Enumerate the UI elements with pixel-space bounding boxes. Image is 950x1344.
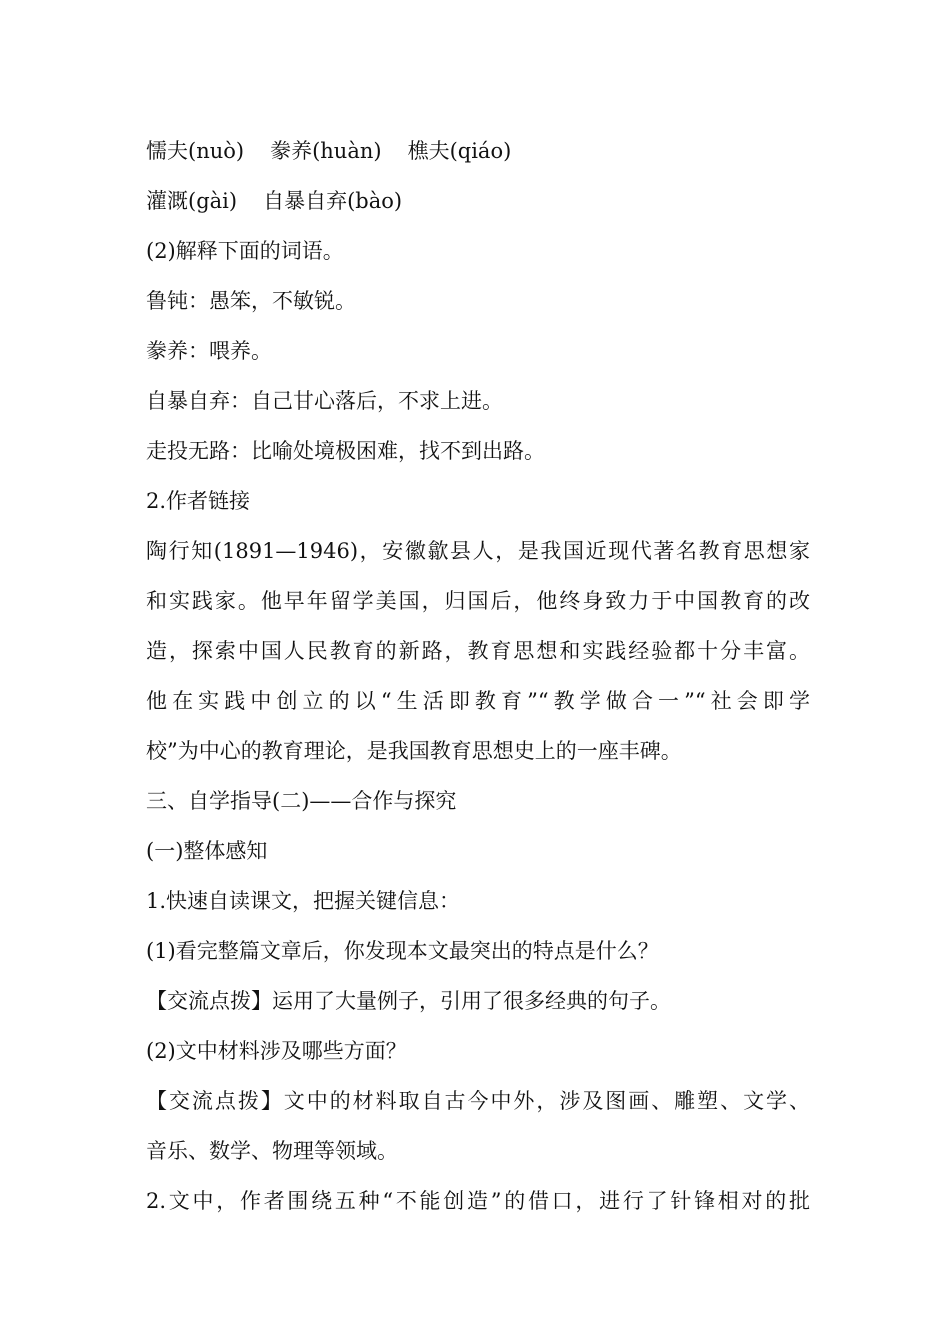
question-line: (2)文中材料涉及哪些方面？ (146, 1039, 407, 1063)
pronunciation-row (146, 126, 810, 176)
subheading-explain-words: (2)解释下面的词语。 (146, 239, 344, 263)
pronunciation-item: 豢养(huàn) (270, 139, 382, 163)
question-line: 2.文中，作者围绕五种“不能创造”的借口，进行了针锋相对的批 (146, 1189, 810, 1213)
subsection-heading: (一)整体感知 (146, 839, 268, 863)
paragraph-line: 和实践家。他早年留学美国，归国后，他终身致力于中国教育的改 (146, 589, 810, 613)
answer-line: 【交流点拨】文中的材料取自古今中外，涉及图画、雕塑、文学、 (146, 1089, 810, 1113)
answer-line: 音乐、数学、物理等领域。 (146, 1139, 398, 1163)
definition-line: 走投无路：比喻处境极困难，找不到出路。 (146, 439, 545, 463)
answer-line: 【交流点拨】运用了大量例子，引用了很多经典的句子。 (146, 989, 671, 1013)
pronunciation-row (146, 176, 810, 226)
definition-line: 自暴自弃：自己甘心落后，不求上进。 (146, 389, 503, 413)
pronunciation-item: 懦夫(nuò) (146, 139, 245, 163)
section-heading-self-study: 三、自学指导(二)——合作与探究 (146, 789, 457, 813)
pronunciation-item: 自暴自弃(bào) (263, 189, 403, 213)
section-heading-author: 2.作者链接 (146, 489, 251, 513)
pronunciation-item: 樵夫(qiáo) (407, 139, 512, 163)
document-body (146, 126, 810, 1226)
paragraph-line: 校”为中心的教育理论，是我国教育思想史上的一座丰碑。 (146, 739, 682, 763)
paragraph-line: 造，探索中国人民教育的新路，教育思想和实践经验都十分丰富。 (146, 639, 810, 663)
paragraph-line: 陶行知(1891—1946)，安徽歙县人，是我国近现代著名教育思想家 (146, 539, 810, 563)
question-line: (1)看完整篇文章后，你发现本文最突出的特点是什么？ (146, 939, 659, 963)
question-line: 1.快速自读课文，把握关键信息： (146, 889, 461, 913)
definition-line: 鲁钝：愚笨，不敏锐。 (146, 289, 356, 313)
definition-line: 豢养：喂养。 (146, 339, 272, 363)
pronunciation-item: 灌溉(gài) (146, 189, 238, 213)
paragraph-line: 他在实践中创立的以“生活即教育”“教学做合一”“社会即学 (146, 689, 810, 713)
